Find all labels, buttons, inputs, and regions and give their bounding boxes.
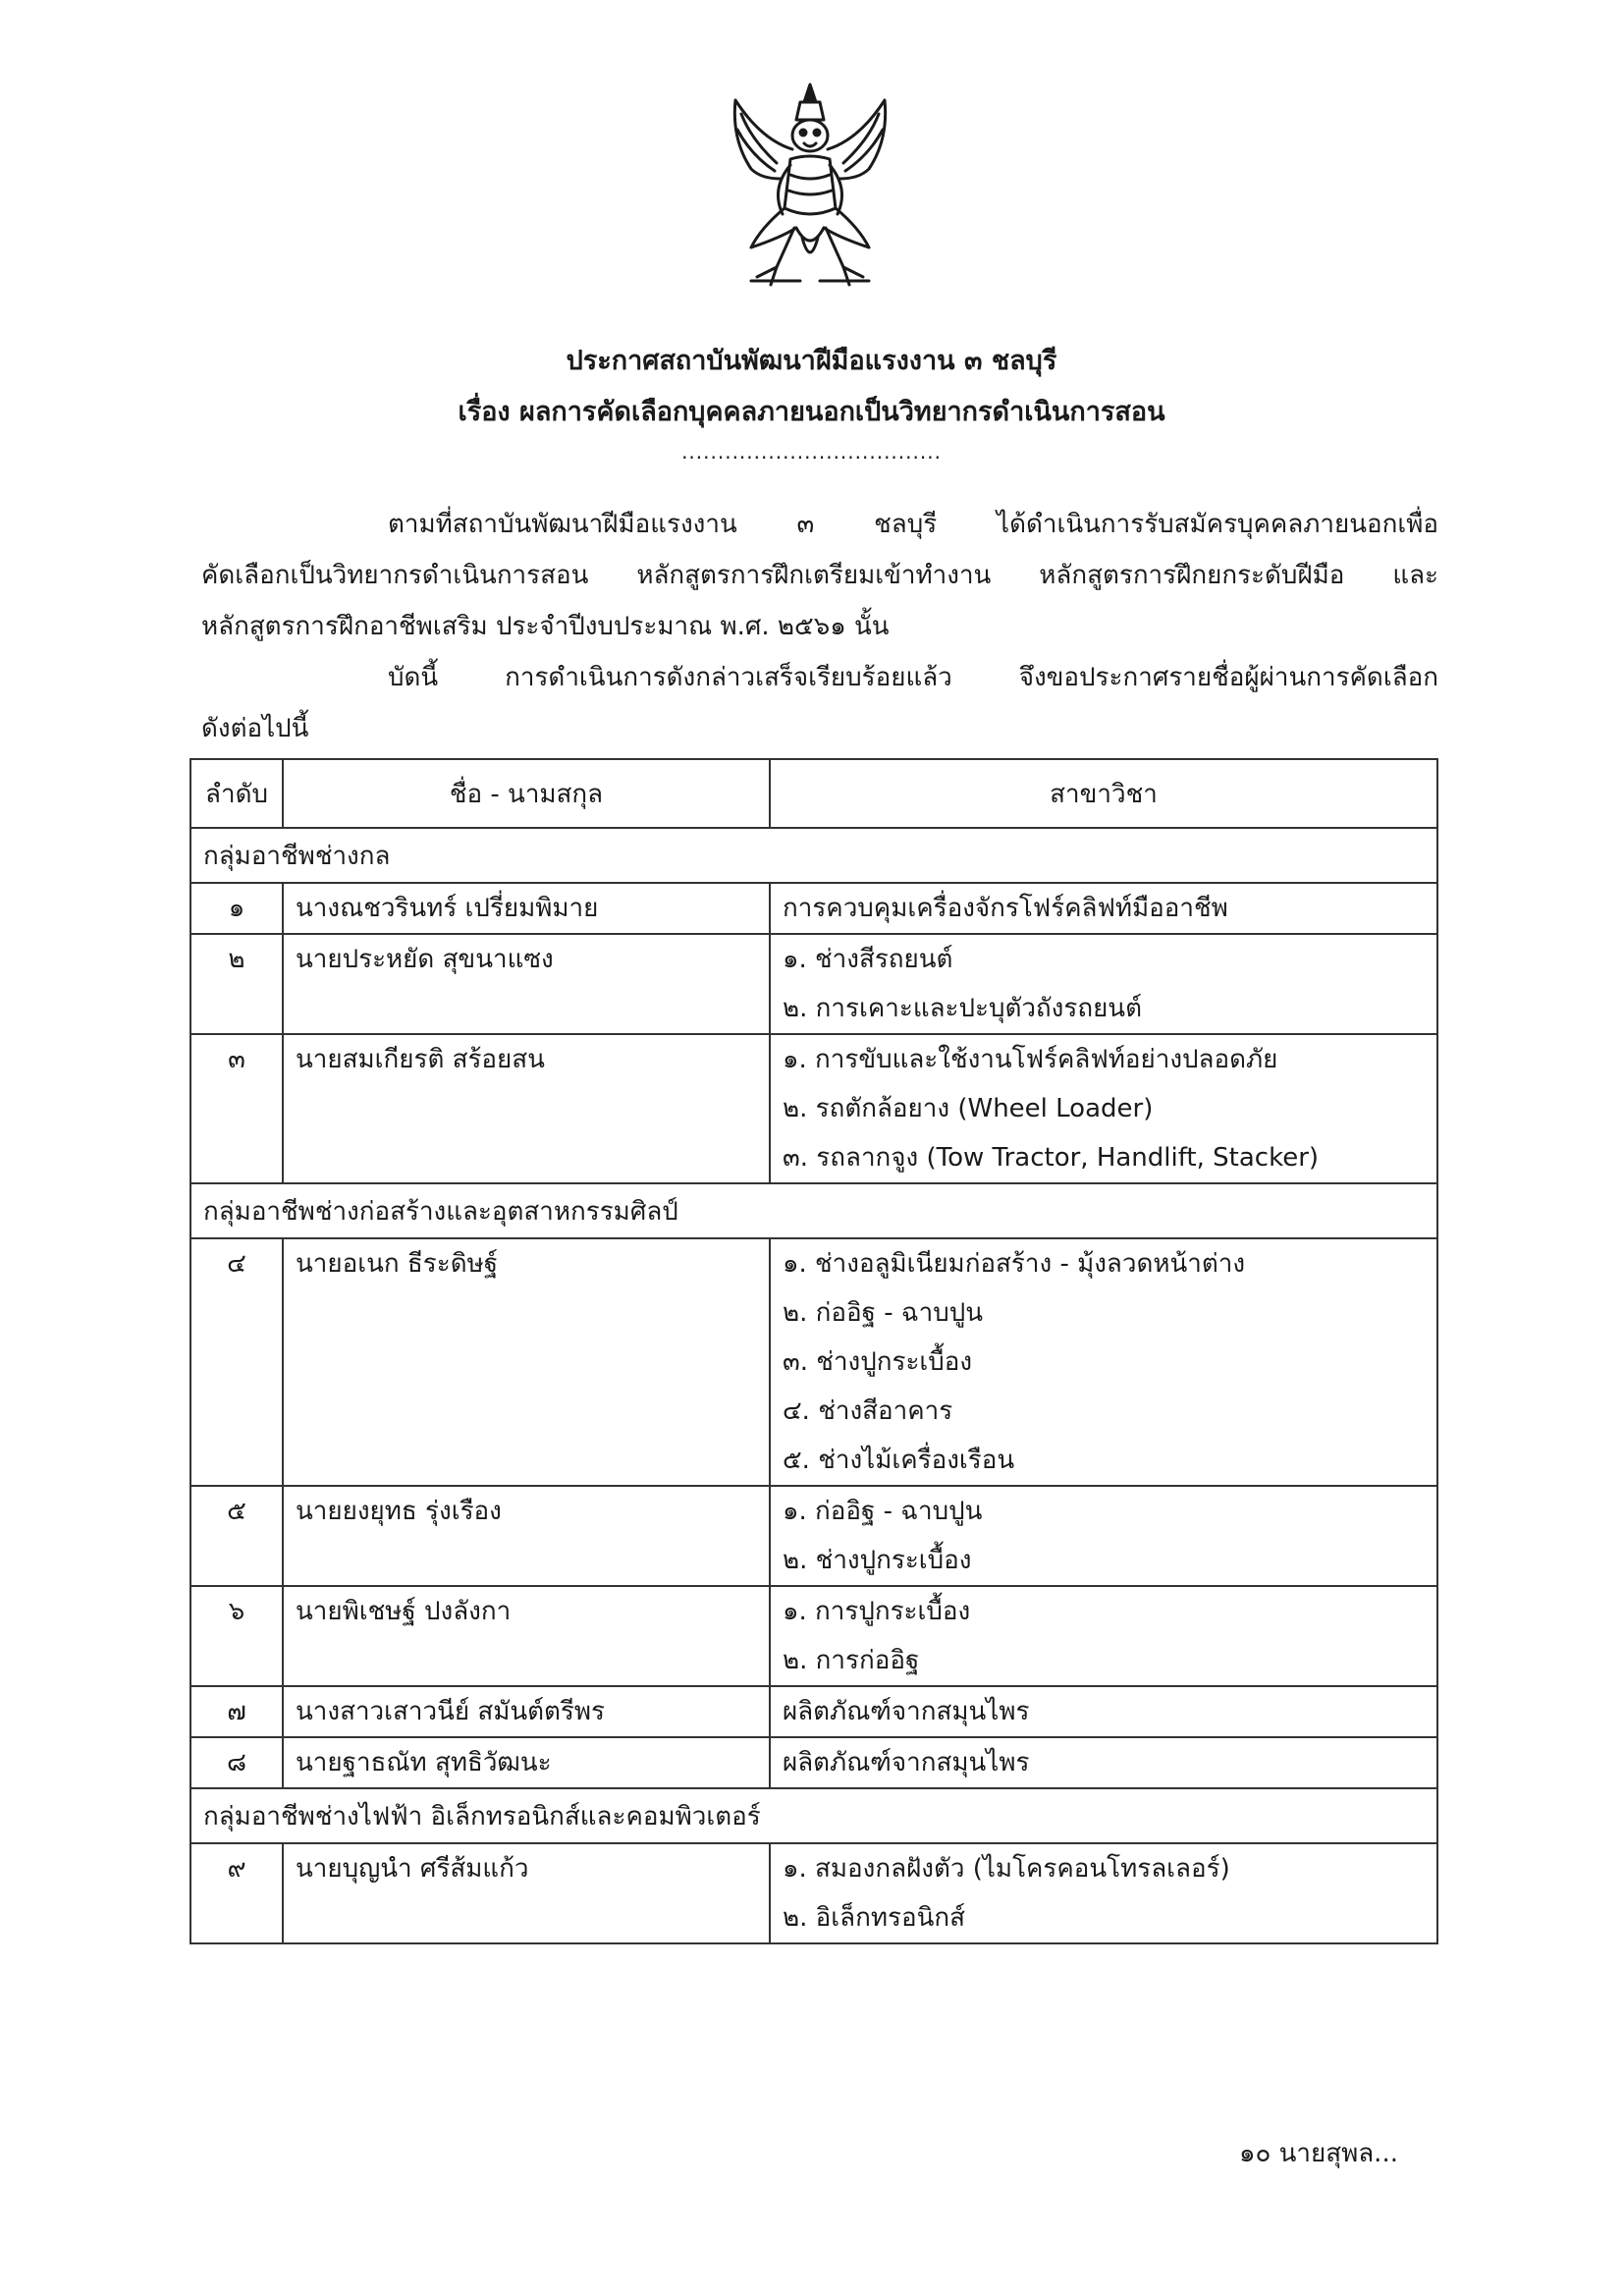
subject-item: ๒. ก่ออิฐ - ฉาบปูน: [783, 1298, 983, 1328]
row-seq: ๔: [227, 1249, 246, 1279]
row-subjects-cell: [770, 1686, 1437, 1737]
subject-item: การควบคุมเครื่องจักรโฟร์คลิฟท์มืออาชีพ: [783, 894, 1228, 923]
table-header-row: [190, 759, 1437, 828]
row-seq: ๗: [227, 1697, 246, 1726]
row-seq-cell: [190, 1737, 283, 1788]
row-name: นายยงยุทธ รุ่งเรือง: [296, 1497, 502, 1526]
row-subjects-cell: [770, 1486, 1437, 1586]
announcement-subject: เรื่อง ผลการคัดเลือกบุคคลภายนอกเป็นวิทยากรดำเนินการสอน: [458, 397, 1165, 427]
subject-item: ๒. อิเล็กทรอนิกส์: [783, 1903, 965, 1933]
table-row: [190, 1843, 1437, 1943]
table-row: [190, 1486, 1437, 1586]
row-seq: ๑: [228, 894, 245, 923]
row-name-cell: [283, 1737, 770, 1788]
row-name-cell: [283, 883, 770, 934]
row-name: นายฐาธณัท สุทธิวัฒนะ: [296, 1748, 552, 1777]
announcement-paragraph: [201, 652, 1438, 754]
paragraph-line: ตามที่สถาบันพัฒนาฝีมือแรงงาน ๓ ชลบุรี ได้ดำเนินการรับสมัครบุคคลภายนอกเพื่อ: [388, 510, 1438, 539]
row-seq-cell: [190, 883, 283, 934]
row-subjects-cell: [770, 883, 1437, 934]
column-header-name: ชื่อ - นามสกุล: [283, 759, 770, 828]
column-header-subject: สาขาวิชา: [770, 759, 1437, 828]
row-name-cell: [283, 1586, 770, 1686]
group-heading: กลุ่มอาชีพช่างก่อสร้างและอุตสาหกรรมศิลป์: [190, 1183, 1437, 1238]
table-row: [190, 1034, 1437, 1183]
paragraph-line: ดังต่อไปนี้: [201, 714, 309, 743]
group-heading: กลุ่มอาชีพช่างไฟฟ้า อิเล็กทรอนิกส์และคอมพิวเตอร์: [190, 1788, 1437, 1843]
garuda-emblem-icon: [722, 81, 898, 297]
subject-item: ๑. ช่างอลูมิเนียมก่อสร้าง - มุ้งลวดหน้าต่าง: [783, 1249, 1246, 1279]
table-row: [190, 1686, 1437, 1737]
row-name: นายประหยัด สุขนาแซง: [296, 945, 554, 974]
row-seq-cell: [190, 1486, 283, 1586]
row-subjects-cell: [770, 1034, 1437, 1183]
intro-paragraph: [201, 499, 1438, 652]
row-name: นายอเนก ธีระดิษฐ์: [296, 1249, 499, 1279]
row-name: นางสาวเสาวนีย์ สมันต์ตรีพร: [296, 1697, 605, 1726]
subject-item: ๑. ช่างสีรถยนต์: [783, 945, 953, 974]
subject-item: ๑. การขับและใช้งานโฟร์คลิฟท์อย่างปลอดภัย: [783, 1045, 1278, 1074]
subject-item: ผลิตภัณฑ์จากสมุนไพร: [783, 1748, 1030, 1777]
row-seq: ๓: [228, 1045, 245, 1074]
page-continuation: ๑๐ นายสุพล...: [1239, 2139, 1398, 2168]
column-header-seq: ลำดับ: [190, 759, 283, 828]
row-subjects-cell: [770, 1737, 1437, 1788]
row-seq: ๙: [227, 1854, 246, 1884]
subject-item: ๕. ช่างไม้เครื่องเรือน: [783, 1446, 1015, 1475]
subject-item: ๒. การก่ออิฐ: [783, 1646, 920, 1675]
row-seq: ๘: [226, 1748, 247, 1777]
subject-item: ๒. รถตักล้อยาง (Wheel Loader): [783, 1094, 1154, 1123]
row-name-cell: [283, 1238, 770, 1486]
row-name-cell: [283, 1686, 770, 1737]
subject-item: ๓. ช่างปูกระเบื้อง: [783, 1347, 973, 1377]
announcement-title: ประกาศสถาบันพัฒนาฝีมือแรงงาน ๓ ชลบุรี: [566, 346, 1057, 376]
table-row: [190, 1586, 1437, 1686]
row-name-cell: [283, 1843, 770, 1943]
row-name: นายบุญนำ ศรีส้มแก้ว: [296, 1854, 529, 1884]
row-seq-cell: [190, 1843, 283, 1943]
paragraph-line: หลักสูตรการฝึกอาชีพเสริม ประจำปีงบประมาณ พ.ศ. ๒๕๖๑ นั้น: [201, 612, 890, 641]
row-seq-cell: [190, 934, 283, 1034]
subject-item: ผลิตภัณฑ์จากสมุนไพร: [783, 1697, 1030, 1726]
paragraph-line: คัดเลือกเป็นวิทยากรดำเนินการสอน หลักสูตรการฝึกเตรียมเข้าทำงาน หลักสูตรการฝึกยกระดับฝีมือ และ: [201, 561, 1438, 590]
subject-item: ๒. การเคาะและปะบุตัวถังรถยนต์: [783, 994, 1142, 1023]
subject-item: ๒. ช่างปูกระเบื้อง: [783, 1546, 972, 1575]
subject-item: ๔. ช่างสีอาคาร: [783, 1396, 953, 1426]
row-seq-cell: [190, 1686, 283, 1737]
table-row: [190, 883, 1437, 934]
table-body: [190, 828, 1437, 1943]
row-subjects-cell: [770, 1843, 1437, 1943]
paragraph-line: บัดนี้ การดำเนินการดังกล่าวเสร็จเรียบร้อยแล้ว จึงขอประกาศรายชื่อผู้ผ่านการคัดเลือก: [388, 663, 1438, 692]
row-subjects-cell: [770, 1238, 1437, 1486]
selected-instructors-table: [189, 758, 1438, 1944]
row-name-cell: [283, 1486, 770, 1586]
row-name: นางณชวรินทร์ เปรี่ยมพิมาย: [296, 894, 599, 923]
subject-item: ๑. สมองกลฝังตัว (ไมโครคอนโทรลเลอร์): [783, 1854, 1230, 1884]
row-seq-cell: [190, 1034, 283, 1183]
row-name-cell: [283, 934, 770, 1034]
row-seq: ๕: [227, 1497, 246, 1526]
group-row: [190, 1788, 1437, 1843]
table-row: [190, 1737, 1437, 1788]
group-row: [190, 1183, 1437, 1238]
row-seq: ๒: [228, 945, 245, 974]
group-heading: กลุ่มอาชีพช่างกล: [190, 828, 1437, 883]
group-row: [190, 828, 1437, 883]
row-seq: ๖: [228, 1597, 245, 1626]
title-separator: ....................................: [681, 440, 942, 464]
subject-item: ๓. รถลากจูง (Tow Tractor, Handlift, Stacker): [783, 1143, 1320, 1173]
row-seq-cell: [190, 1238, 283, 1486]
row-name-cell: [283, 1034, 770, 1183]
subject-item: ๑. ก่ออิฐ - ฉาบปูน: [783, 1497, 983, 1526]
row-seq-cell: [190, 1586, 283, 1686]
row-subjects-cell: [770, 934, 1437, 1034]
table-row: [190, 1238, 1437, 1486]
table-row: [190, 934, 1437, 1034]
row-subjects-cell: [770, 1586, 1437, 1686]
subject-item: ๑. การปูกระเบื้อง: [783, 1597, 971, 1626]
row-name: นายพิเชษฐ์ ปงลังกา: [296, 1597, 512, 1626]
row-name: นายสมเกียรติ สร้อยสน: [296, 1045, 545, 1074]
